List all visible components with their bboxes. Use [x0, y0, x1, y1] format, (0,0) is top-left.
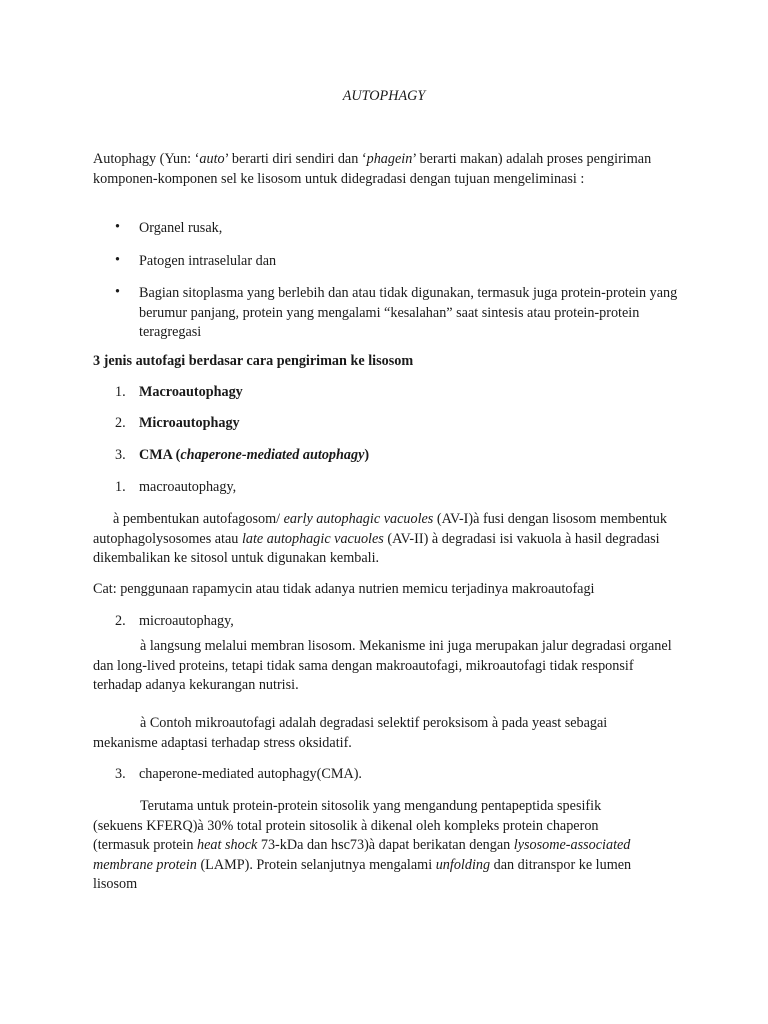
macro-heading: macroautophagy,	[139, 479, 237, 495]
type-microautophagy: Microautophagy	[139, 415, 240, 431]
intro-text-1: Autophagy (Yun: ‘	[93, 151, 200, 167]
intro-text-3: ’ berarti makan) adalah proses pengiriman komponen-komponen sel ke lisosom untuk didegradasi dengan tujuan mengeliminasi :	[93, 151, 652, 187]
cma-text-2: 73-kDa dan hsc73)à dapat berikatan dengan	[257, 837, 514, 853]
macro-text-1: à pembentukan autofagosom/	[113, 511, 284, 527]
cma-paragraph	[93, 797, 653, 895]
micro-heading: microautophagy,	[139, 613, 234, 629]
macro-term-early: early autophagic vacuoles	[283, 511, 434, 527]
intro-term-phagein: phagein	[366, 151, 413, 167]
bullet-marker: •	[115, 252, 120, 268]
list-number: 1.	[115, 479, 126, 495]
cma-term-unfolding: unfolding	[435, 856, 491, 873]
type-cma-close: )	[364, 447, 370, 463]
macro-text-2: (AV-I)à fusi dengan lisosom membentuk autophagolysosomes atau	[93, 511, 667, 547]
list-number: 2.	[115, 613, 126, 629]
bullet-item: Bagian sitoplasma yang berlebih dan atau tidak digunakan, termasuk juga protein-protein yang berumur panjang, protein yang mengalami “kesalahan” saat sintesis atau protein-protein teragregasi	[139, 285, 678, 340]
intro-text-2: ’ berarti diri sendiri dan ‘	[224, 151, 367, 167]
macro-text-3: (AV-II) à degradasi isi vakuola à hasil degradasi dikembalikan ke sitosol untuk digunakan kembali.	[93, 530, 660, 566]
intro-paragraph	[93, 150, 673, 189]
type-cma	[139, 447, 369, 464]
type-cma-term: chaperone-mediated autophagy	[180, 447, 365, 463]
micro-paragraph-2: à Contoh mikroautofagi adalah degradasi selektif peroksisom à pada yeast sebagai mekanisme adaptasi terhadap stress oksidatif.	[93, 715, 608, 751]
list-number: 3.	[115, 447, 126, 463]
cma-text-1: Terutama untuk protein-protein sitosolik yang mengandung pentapeptida spesifik (sekuens KFERQ)à 30% total protein sitosolik à dikenal oleh kompleks protein chaperon (termasuk protein	[93, 798, 602, 853]
cma-text-3: (LAMP). Protein selanjutnya mengalami	[196, 856, 436, 873]
bullet-marker: •	[115, 219, 120, 235]
list-number: 3.	[115, 766, 126, 782]
page-title: AUTOPHAGY	[342, 88, 426, 104]
bullet-item: Organel rusak,	[139, 220, 223, 236]
bullet-item: Patogen intraselular dan	[139, 253, 277, 269]
type-macroautophagy: Macroautophagy	[139, 384, 243, 400]
type-cma-label: CMA (	[139, 447, 181, 463]
intro-term-auto: auto	[199, 151, 225, 167]
macro-note: Cat: penggunaan rapamycin atau tidak adanya nutrien memicu terjadinya makroautofagi	[93, 581, 595, 597]
cma-heading: chaperone-mediated autophagy(CMA).	[139, 766, 362, 782]
micro-paragraph-1: à langsung melalui membran lisosom. Mekanisme ini juga merupakan jalur degradasi organel dan long-lived proteins, tetapi tidak sama dengan makroautofagi, mikroautofagi tidak responsif terhadap adanya kekurangan nutrisi.	[93, 638, 672, 693]
cma-term-lamp: lysosome-associated membrane protein	[93, 837, 631, 873]
section-heading: 3 jenis autofagi berdasar cara pengiriman ke lisosom	[93, 353, 414, 369]
list-number: 1.	[115, 384, 126, 400]
macro-paragraph	[93, 510, 673, 569]
cma-term-heat-shock: heat shock	[197, 837, 258, 853]
bullet-marker: •	[115, 284, 120, 300]
list-number: 2.	[115, 415, 126, 431]
macro-term-late: late autophagic vacuoles	[241, 530, 384, 547]
cma-text-4: dan ditranspor ke lumen lisosom	[93, 856, 632, 892]
